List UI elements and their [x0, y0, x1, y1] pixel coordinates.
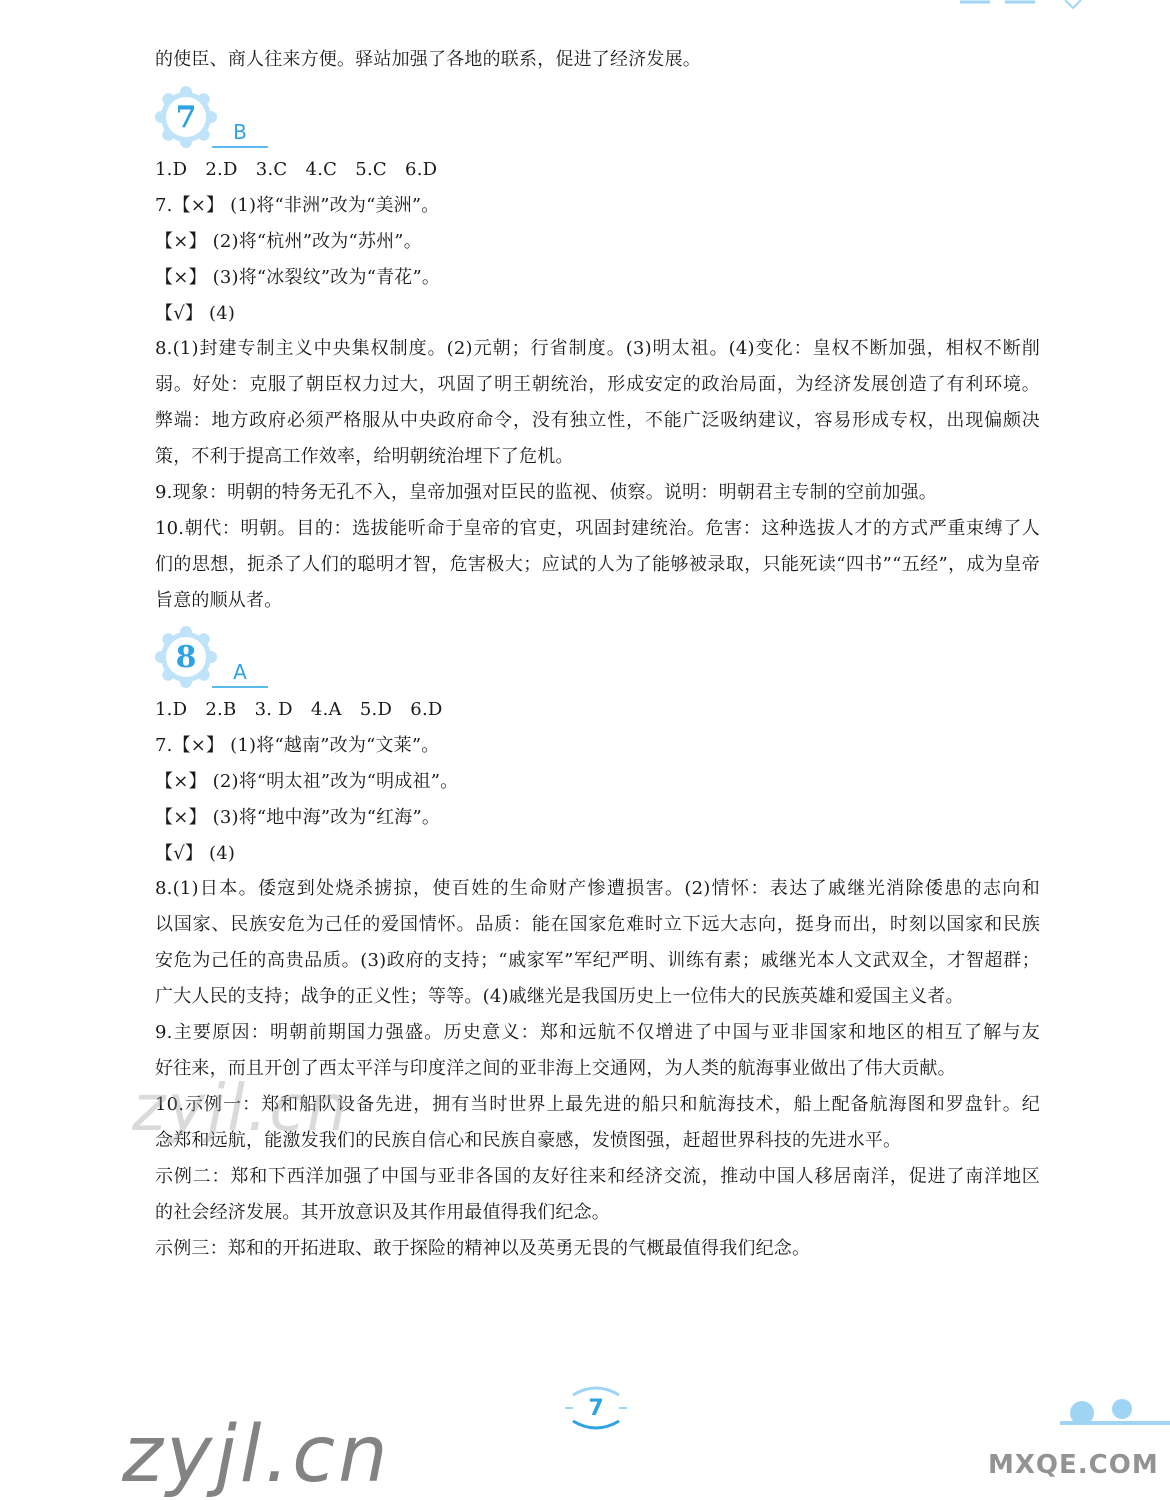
corner-decoration [1060, 1395, 1170, 1500]
answer-line: 广大人民的支持；战争的正义性；等等。(4)戚继光是我国历史上一位伟大的民族英雄和爱国主义者。 [155, 986, 964, 1007]
page-number-badge [565, 1385, 627, 1431]
answer-line: 【√】 (4) [155, 303, 236, 324]
page-number: 7 [588, 1395, 604, 1421]
section-badge-8 [155, 626, 217, 688]
answer-line: 【√】 (4) [155, 843, 236, 864]
answer-line: 【×】 (3)将“地中海”改为“红海”。 [155, 807, 441, 828]
answer-line: 【×】 (2)将“杭州”改为“苏州”。 [155, 231, 422, 252]
answer-line: 9.现象：明朝的特务无孔不入，皇帝加强对臣民的监视、侦察。说明：明朝君主专制的空前加强。 [155, 482, 937, 503]
answer-line: 10.示例一：郑和船队设备先进，拥有当时世界上最先进的船只和航海技术，船上配备航海图和罗盘针。纪 [155, 1094, 1040, 1115]
answer-line: 弱。好处：克服了朝臣权力过大，巩固了明王朝统治，形成安定的政治局面，为经济发展创造了有利环境。 [155, 374, 1040, 395]
answer-line: 旨意的顺从者。 [155, 590, 283, 611]
answer-line: 7.【×】 (1)将“非洲”改为“美洲”。 [155, 195, 440, 216]
answer-line: 1.D 2.B 3. D 4.A 5.D 6.D [155, 699, 443, 720]
intro-line: 的使臣、商人往来方便。驿站加强了各地的联系，促进了经济发展。 [155, 49, 701, 70]
answer-line: 【×】 (3)将“冰裂纹”改为“青花”。 [155, 267, 441, 288]
section-level: B [212, 120, 268, 148]
answer-line: 8.(1)日本。倭寇到处烧杀掳掠，使百姓的生命财产惨遭损害。(2)情怀：表达了戚继光消除倭患的志向和 [155, 878, 1040, 899]
section-badge-7 [155, 86, 217, 148]
section-number: 8 [175, 639, 197, 675]
section-level: A [212, 660, 268, 688]
answer-line: 10.朝代：明朝。目的：选拔能听命于皇帝的官吏，巩固封建统治。危害：这种选拔人才的方式严重束缚了人 [155, 518, 1040, 539]
watermark-mid: zyjl.cn [132, 1072, 350, 1146]
answer-line: 【×】 (2)将“明太祖”改为“明成祖”。 [155, 771, 459, 792]
section-number: 7 [175, 99, 197, 135]
answer-line: 的社会经济发展。其开放意识及其作用最值得我们纪念。 [155, 1202, 610, 1223]
answer-line: 1.D 2.D 3.C 4.C 5.C 6.D [155, 159, 438, 180]
answer-line: 安危为己任的高贵品质。(3)政府的支持；“戚家军”军纪严明、训练有素；戚继光本人文武双全，才智超群； [155, 950, 1040, 971]
answer-line: 们的思想，扼杀了人们的聪明才智，危害极大；应试的人为了能够被录取，只能死读“四书”“五经”，成为皇帝 [155, 554, 1040, 575]
answer-line: 示例二：郑和下西洋加强了中国与亚非各国的友好往来和经济交流，推动中国人移居南洋，促进了南洋地区 [155, 1166, 1040, 1187]
watermark-bottom-right: MXQE.COM [988, 1450, 1159, 1480]
watermark-bottom-left: zyjl.cn [122, 1410, 391, 1500]
answer-line: 弊端：地方政府必须严格服从中央政府命令，没有独立性，不能广泛吸纳建议，容易形成专权，出现偏颇决 [155, 410, 1040, 431]
answer-line: 7.【×】 (1)将“越南”改为“文莱”。 [155, 735, 440, 756]
answer-line: 9.主要原因：明朝前期国力强盛。历史意义：郑和远航不仅增进了中国与亚非国家和地区的相互了解与友 [155, 1022, 1040, 1043]
answer-line: 策，不利于提高工作效率，给明朝统治埋下了危机。 [155, 446, 574, 467]
answer-line: 念郑和远航，能激发我们的民族自信心和民族自豪感，发愤图强，赶超世界科技的先进水平。 [155, 1130, 902, 1151]
answer-line: 以国家、民族安危为己任的爱国情怀。品质：能在国家危难时立下远大志向，挺身而出，时刻以国家和民族 [155, 914, 1040, 935]
answer-line: 好往来，而且开创了西太平洋与印度洋之间的亚非海上交通网，为人类的航海事业做出了伟大贡献。 [155, 1058, 956, 1079]
top-decoration [960, 0, 1100, 12]
answer-line: 8.(1)封建专制主义中央集权制度。(2)元朝；行省制度。(3)明太祖。(4)变化：皇权不断加强，相权不断削 [155, 338, 1040, 359]
answer-line: 示例三：郑和的开拓进取、敢于探险的精神以及英勇无畏的气概最值得我们纪念。 [155, 1238, 811, 1259]
